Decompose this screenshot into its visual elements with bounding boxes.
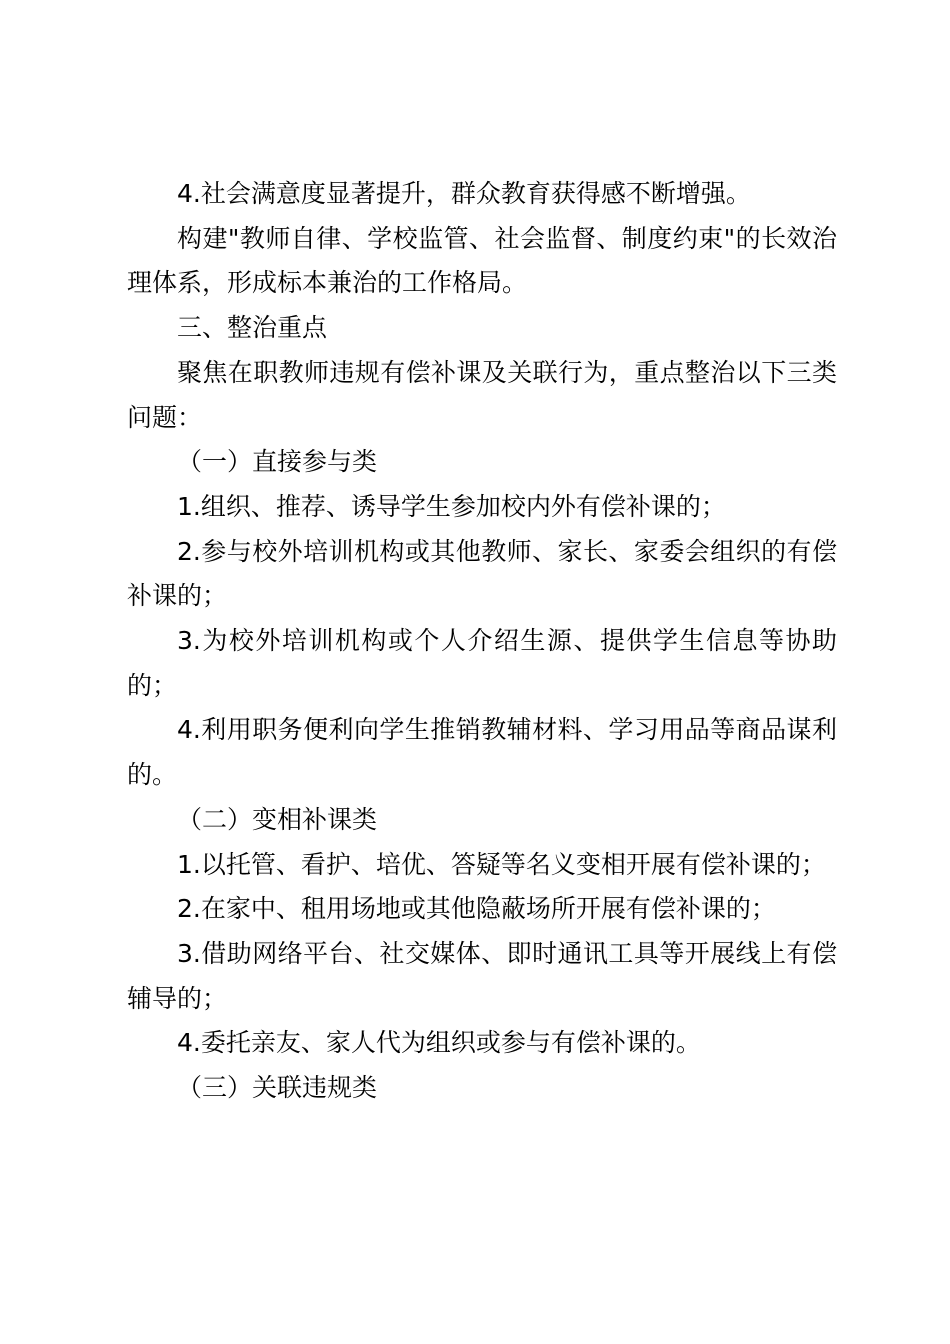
paragraph-goal-4: 4.社会满意度显著提升，群众教育获得感不断增强。 xyxy=(177,179,751,208)
subheading-direct-participation: （一）直接参与类 xyxy=(177,447,378,477)
list-item-direct-1: 1.组织、推荐、诱导学生参加校内外有偿补课的； xyxy=(177,491,726,521)
subheading-disguised-tutoring: （二）变相补课类 xyxy=(177,804,378,834)
list-item-disguised-4: 4.委托亲友、家人代为组织或参与有偿补课的。 xyxy=(177,1028,701,1058)
list-item-disguised-3: 3.借助网络平台、社交媒体、即时通讯工具等开展线上有偿辅导的； xyxy=(127,938,837,1013)
document-page xyxy=(127,172,837,1111)
section-heading-rectification-focus: 三、整治重点 xyxy=(177,313,328,343)
paragraph-focus-intro: 聚焦在职教师违规有偿补课及关联行为，重点整治以下三类问题： xyxy=(127,357,837,432)
list-item-disguised-1: 1.以托管、看护、培优、答疑等名义变相开展有偿补课的； xyxy=(177,849,826,879)
list-item-direct-4: 4.利用职务便利向学生推销教辅材料、学习用品等商品谋利的。 xyxy=(127,715,837,790)
paragraph-governance-system: 构建"教师自律、学校监管、社会监督、制度约束"的长效治理体系，形成标本兼治的工作格局。 xyxy=(127,223,837,298)
list-item-direct-3: 3.为校外培训机构或个人介绍生源、提供学生信息等协助的； xyxy=(127,626,837,700)
list-item-direct-2: 2.参与校外培训机构或其他教师、家长、家委会组织的有偿补课的； xyxy=(127,536,837,611)
subheading-related-violations: （三）关联违规类 xyxy=(177,1073,378,1103)
list-item-disguised-2: 2.在家中、租用场地或其他隐蔽场所开展有偿补课的； xyxy=(177,894,776,924)
